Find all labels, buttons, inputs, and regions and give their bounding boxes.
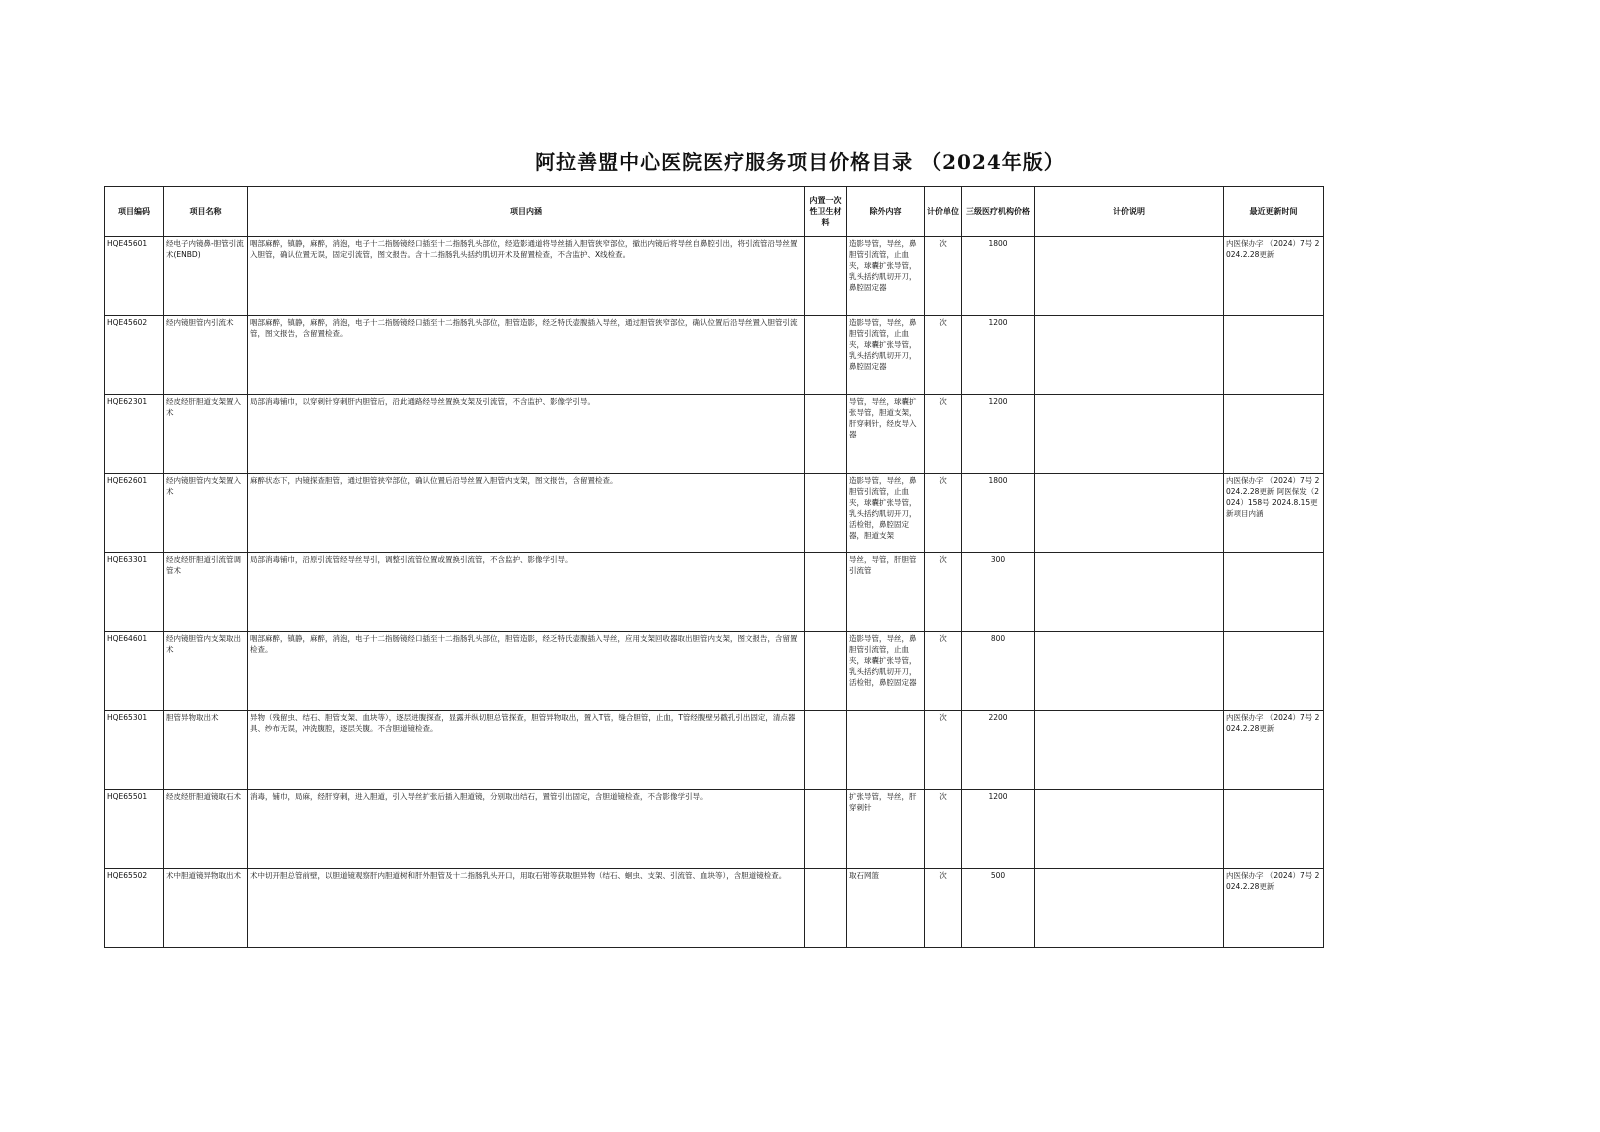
table-row: [105, 316, 1324, 395]
header-code: 项目编码: [105, 187, 164, 237]
table-row: [105, 869, 1324, 948]
cell-exclude: 造影导管，导丝，鼻胆管引流管，止血夹，球囊扩张导管，乳头括约肌切开刀，鼻腔固定器: [847, 316, 925, 395]
cell-exclude: 造影导管，导丝，鼻胆管引流管，止血夹，球囊扩张导管，乳头括约肌切开刀，活检钳，鼻腔固定器: [847, 632, 925, 711]
cell-note: [1035, 711, 1224, 790]
cell-name: 经内镜胆管内引流术: [164, 316, 248, 395]
header-content: 项目内涵: [248, 187, 805, 237]
cell-code: HQE45601: [105, 237, 164, 316]
cell-note: [1035, 316, 1224, 395]
header-unit: 计价单位: [925, 187, 962, 237]
cell-exclude: 导管，导丝，球囊扩张导管，胆道支架，肝穿刺针，经皮导入器: [847, 395, 925, 474]
table-row: [105, 711, 1324, 790]
table-row: [105, 474, 1324, 553]
cell-note: [1035, 790, 1224, 869]
cell-update: [1224, 316, 1324, 395]
cell-update: [1224, 553, 1324, 632]
cell-price: 300: [962, 553, 1035, 632]
cell-name: 经内镜胆管内支架取出术: [164, 632, 248, 711]
cell-price: 1800: [962, 474, 1035, 553]
cell-exclude: 取石网篮: [847, 869, 925, 948]
cell-name: 术中胆道镜异物取出术: [164, 869, 248, 948]
cell-unit: 次: [925, 316, 962, 395]
cell-name: 经电子内镜鼻-胆管引流术(ENBD): [164, 237, 248, 316]
cell-name: 经内镜胆管内支架置入术: [164, 474, 248, 553]
cell-content: 局部消毒铺巾，以穿刺针穿刺肝内胆管后，沿此通路经导丝置换支架及引流管，不含监护、影像学引导。: [248, 395, 805, 474]
cell-material: [805, 237, 847, 316]
cell-price: 1800: [962, 237, 1035, 316]
cell-note: [1035, 474, 1224, 553]
cell-update: 内医保办字 （2024）7号 2024.2.28更新: [1224, 711, 1324, 790]
cell-material: [805, 869, 847, 948]
cell-update: [1224, 395, 1324, 474]
cell-update: [1224, 632, 1324, 711]
cell-unit: 次: [925, 553, 962, 632]
cell-exclude: [847, 711, 925, 790]
cell-material: [805, 790, 847, 869]
cell-update: 内医保办字 （2024）7号 2024.2.28更新: [1224, 869, 1324, 948]
cell-unit: 次: [925, 395, 962, 474]
cell-name: 经皮经肝胆道支架置入术: [164, 395, 248, 474]
header-update: 最近更新时间: [1224, 187, 1324, 237]
cell-unit: 次: [925, 790, 962, 869]
cell-note: [1035, 869, 1224, 948]
cell-unit: 次: [925, 711, 962, 790]
cell-unit: 次: [925, 632, 962, 711]
cell-price: 1200: [962, 790, 1035, 869]
table-row: [105, 632, 1324, 711]
cell-material: [805, 395, 847, 474]
cell-price: 1200: [962, 395, 1035, 474]
cell-content: 麻醉状态下，内镜探查胆管，通过胆管狭窄部位，确认位置后沿导丝置入胆管内支架，图文报告，含留置检查。: [248, 474, 805, 553]
cell-note: [1035, 237, 1224, 316]
cell-note: [1035, 395, 1224, 474]
cell-code: HQE45602: [105, 316, 164, 395]
cell-material: [805, 316, 847, 395]
cell-name: 经皮经肝胆道镜取石术: [164, 790, 248, 869]
cell-note: [1035, 553, 1224, 632]
cell-code: HQE65502: [105, 869, 164, 948]
cell-price: 500: [962, 869, 1035, 948]
cell-unit: 次: [925, 237, 962, 316]
header-material: 内置一次性卫生材料: [805, 187, 847, 237]
cell-code: HQE64601: [105, 632, 164, 711]
cell-update: 内医保办字 （2024）7号 2024.2.28更新: [1224, 237, 1324, 316]
cell-exclude: 扩张导管，导丝，肝穿刺针: [847, 790, 925, 869]
table-row: [105, 553, 1324, 632]
table-row: [105, 237, 1324, 316]
cell-unit: 次: [925, 869, 962, 948]
table-row: [105, 790, 1324, 869]
cell-code: HQE62601: [105, 474, 164, 553]
cell-code: HQE63301: [105, 553, 164, 632]
header-row: [105, 187, 1324, 237]
cell-update: 内医保办字 （2024）7号 2024.2.28更新 阿医保发（2024）158号 2024.8.15更新项目内涵: [1224, 474, 1324, 553]
header-name: 项目名称: [164, 187, 248, 237]
cell-content: 术中切开胆总管前壁，以胆道镜观察肝内胆道树和肝外胆管及十二指肠乳头开口，用取石钳等获取胆异物（结石、蛔虫、支架、引流管、血块等），含胆道镜检查。: [248, 869, 805, 948]
cell-exclude: 造影导管，导丝，鼻胆管引流管，止血夹，球囊扩张导管，乳头括约肌切开刀，鼻腔固定器: [847, 237, 925, 316]
header-exclude: 除外内容: [847, 187, 925, 237]
cell-name: 经皮经肝胆道引流管调管术: [164, 553, 248, 632]
cell-content: 咽部麻醉，镇静，麻醉，消泡，电子十二指肠镜经口插至十二指肠乳头部位，胆管造影，经乏特氏壶腹插入导丝，应用支架回收器取出胆管内支架，图文报告，含留置检查。: [248, 632, 805, 711]
cell-content: 局部消毒铺巾，沿原引流管经导丝导引，调整引流管位置或置换引流管，不含监护、影像学引导。: [248, 553, 805, 632]
cell-exclude: 导丝，导管，肝胆管引流管: [847, 553, 925, 632]
cell-unit: 次: [925, 474, 962, 553]
cell-content: 消毒，铺巾，局麻，经肝穿刺，进入胆道，引入导丝扩张后插入胆道镜，分别取出结石，置管引出固定，含胆道镜检查，不含影像学引导。: [248, 790, 805, 869]
cell-update: [1224, 790, 1324, 869]
cell-material: [805, 553, 847, 632]
header-price: 三级医疗机构价格: [962, 187, 1035, 237]
cell-material: [805, 474, 847, 553]
price-table: [104, 186, 1324, 948]
cell-code: HQE65501: [105, 790, 164, 869]
cell-content: 异物（残留虫、结石、胆管支架、血块等），逐层进腹探查，显露并纵切胆总管探查，胆管异物取出，置入T管，缝合胆管，止血，T管经腹壁另戳孔引出固定，清点器具、纱布无误，冲洗腹腔，逐层关腹。不含胆道镜检查。: [248, 711, 805, 790]
cell-material: [805, 711, 847, 790]
cell-price: 2200: [962, 711, 1035, 790]
table-row: [105, 395, 1324, 474]
cell-code: HQE62301: [105, 395, 164, 474]
cell-name: 胆管异物取出术: [164, 711, 248, 790]
cell-code: HQE65301: [105, 711, 164, 790]
cell-content: 咽部麻醉，镇静，麻醉，消泡，电子十二指肠镜经口插至十二指肠乳头部位，经造影通道将导丝插入胆管狭窄部位，撤出内镜后将导丝自鼻腔引出，将引流管沿导丝置入胆管，确认位置无误，固定引流管，图文报告。含十二指肠乳头括约肌切开术及留置检查，不含监护、X线检查。: [248, 237, 805, 316]
cell-exclude: 造影导管，导丝，鼻胆管引流管，止血夹，球囊扩张导管，乳头括约肌切开刀，活检钳，鼻腔固定器，胆道支架: [847, 474, 925, 553]
cell-material: [805, 632, 847, 711]
page-title: 阿拉善盟中心医院医疗服务项目价格目录 （2024年版）: [535, 150, 1065, 174]
header-note: 计价说明: [1035, 187, 1224, 237]
cell-content: 咽部麻醉，镇静，麻醉，消泡，电子十二指肠镜经口插至十二指肠乳头部位，胆管造影，经乏特氏壶腹插入导丝，通过胆管狭窄部位，确认位置后沿导丝置入胆管引流管，图文报告，含留置检查。: [248, 316, 805, 395]
cell-price: 1200: [962, 316, 1035, 395]
cell-price: 800: [962, 632, 1035, 711]
cell-note: [1035, 632, 1224, 711]
